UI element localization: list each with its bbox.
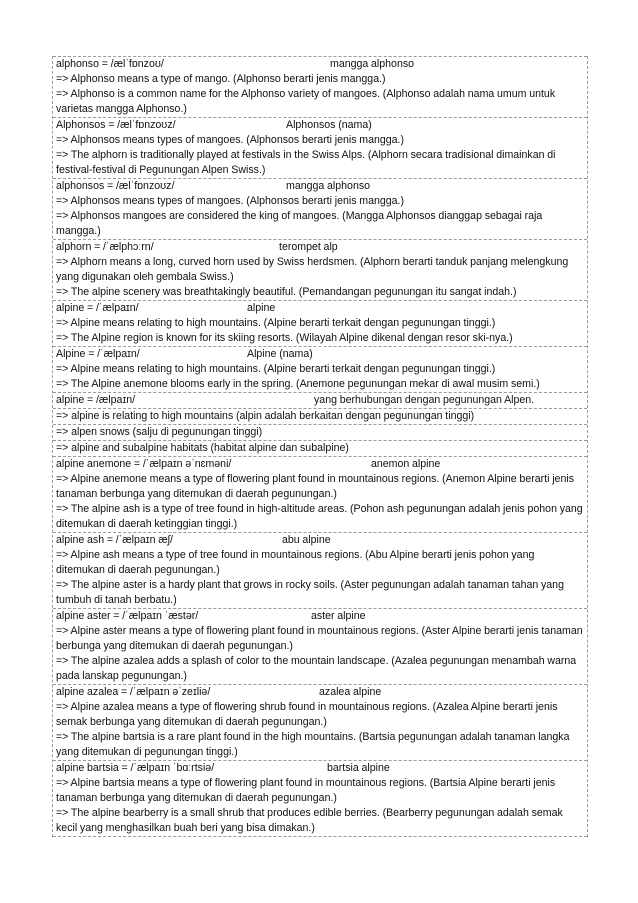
example-line: => Alpine azalea means a type of flowering shrub found in mountainous regions. (Azalea Alpine berarti jenis semak berbunga yang ditemukan di daerah pegunungan.) [56,701,558,728]
entry-term: alpine bartsia = /ˈælpaɪn ˈbɑːrtsiə/ [56,762,215,774]
entry-term: alpine ash = /ˈælpaɪn æʃ/ [56,534,173,546]
entry-meaning: aster alpine [311,610,366,622]
entry-meaning: mangga alphonso [286,180,371,192]
entry-term: alpine = /ælpaɪn/ [56,394,136,406]
vocab-entry [53,760,587,837]
entry-header [53,57,587,72]
entry-header [53,457,587,472]
entry-meaning: alpine [247,302,276,314]
vocab-entry [53,56,587,117]
example-line: => Alphonsos means types of mangoes. (Alphonsos berarti jenis mangga.) [56,195,404,207]
vocabulary-table [52,56,588,837]
vocab-entry [53,346,587,392]
vocab-entry [53,117,587,178]
vocab-entry [53,532,587,608]
entry-meaning: anemon alpine [371,458,441,470]
example-line: => Alpine anemone means a type of flowering plant found in mountainous regions. (Anemon Alpine berarti jenis tanaman berbunga yang ditemukan di daerah pegunungan.) [56,473,574,500]
entry-term: Alphonsos = /ælˈfɒnzoʊz/ [56,119,176,131]
entry-term: alpine aster = /ˈælpaɪn ˈæstər/ [56,610,199,622]
example-line: => Alpine means relating to high mountains. (Alpine berarti terkait dengan pegunungan tinggi.) [56,317,496,329]
entry-term: alpine azalea = /ˈælpaɪn əˈzeɪliə/ [56,686,211,698]
entry-meaning: bartsia alpine [327,762,390,774]
example-line: => The alpine azalea adds a splash of color to the mountain landscape. (Azalea pegunungan menambah warna pada lanskap pegunungan.) [56,655,577,682]
example-line: => Alpine aster means a type of flowering plant found in mountainous regions. (Aster Alpine berarti jenis tanaman berbunga yang ditemukan di daerah pegunungan.) [56,625,583,652]
vocab-entry [53,684,587,760]
entry-header [53,347,587,362]
entry-meaning: Alphonsos (nama) [286,119,372,131]
example-line: => Alpine ash means a type of tree found in mountainous regions. (Abu Alpine berarti jenis pohon yang ditemukan di daerah pegunungan.) [56,549,535,576]
entry-meaning: mangga alphonso [330,58,415,70]
entry-header [53,609,587,624]
example-line: => The alpine aster is a hardy plant that grows in rocky soils. (Aster pegunungan adalah tanaman tahan yang tumbuh di tanah berbatu.) [56,579,564,606]
entry-term: alphonso = /ælˈfɒnzoʊ/ [56,58,164,70]
example-line: => The alpine bearberry is a small shrub that produces edible berries. (Bearberry pegunungan adalah semak kecil yang menghasilkan buah beri yang bisa dimakan.) [56,807,563,834]
entry-term: alphonsos = /ælˈfɒnzoʊz/ [56,180,175,192]
vocab-entry [53,239,587,300]
entry-meaning: abu alpine [282,534,331,546]
example-line: => The alpine bartsia is a rare plant found in the high mountains. (Bartsia pegunungan adalah tanaman langka yang ditemukan di pegunungan tinggi.) [56,731,570,758]
entry-term: alphorn = /ˈælphɔːrn/ [56,241,154,253]
vocab-entry [53,178,587,239]
entry-header [53,240,587,255]
entry-meaning: Alpine (nama) [247,348,313,360]
example-line: => Alphonsos mangoes are considered the king of mangoes. (Mangga Alphonsos dianggap sebagai raja mangga.) [56,210,543,237]
example-line: => alpine is relating to high mountains (alpin adalah berkaitan dengan pegunungan tinggi) [53,408,587,424]
vocab-entry [53,456,587,532]
entry-header [53,533,587,548]
entry-header [53,761,587,776]
example-line: => The alphorn is traditionally played at festivals in the Swiss Alps. (Alphorn secara tradisional dimainkan di festival-festival di Pegunungan Alpen Swiss.) [56,149,556,176]
example-line: => Alpine bartsia means a type of flowering plant found in mountainous regions. (Bartsia Alpine berarti jenis tanaman berbunga yang ditemukan di daerah pegunungan.) [56,777,556,804]
example-line: => Alphonsos means types of mangoes. (Alphonsos berarti jenis mangga.) [56,134,404,146]
example-line: => Alphonso means a type of mango. (Alphonso berarti jenis mangga.) [56,73,386,85]
entry-term: alpine = /ˈælpaɪn/ [56,302,139,314]
vocab-entry [53,608,587,684]
entry-term: alpine anemone = /ˈælpaɪn əˈnɛməni/ [56,458,232,470]
entry-meaning: yang berhubungan dengan pegunungan Alpen. [314,394,535,406]
example-line: => The alpine ash is a type of tree found in high-altitude areas. (Pohon ash pegunungan adalah jenis pohon yang ditemukan di daerah ketinggian tinggi.) [56,503,583,530]
entry-header [53,301,587,316]
entry-header [53,118,587,133]
example-line: => Alphorn means a long, curved horn used by Swiss herdsmen. (Alphorn berarti tanduk panjang melengkung yang digunakan oleh gembala Swiss.) [56,256,569,283]
example-line: => The Alpine anemone blooms early in the spring. (Anemone pegunungan mekar di awal musim semi.) [56,378,540,390]
example-line: => The Alpine region is known for its skiing resorts. (Wilayah Alpine dikenal dengan resor ski-nya.) [56,332,513,344]
entry-meaning: azalea alpine [319,686,382,698]
example-line: => The alpine scenery was breathtakingly beautiful. (Pemandangan pegunungan itu sangat indah.) [56,286,517,298]
entry-header [53,685,587,700]
entry-term: Alpine = /ˈælpaɪn/ [56,348,140,360]
example-line: => Alpine means relating to high mountains. (Alpine berarti terkait dengan pegunungan tinggi.) [56,363,496,375]
example-line: => alpen snows (salju di pegunungan tinggi) [53,424,587,440]
example-line: => alpine and subalpine habitats (habitat alpine dan subalpine) [53,440,587,456]
entry-header [53,179,587,194]
entry-meaning: terompet alp [279,241,338,253]
example-line: => Alphonso is a common name for the Alphonso variety of mangoes. (Alphonso adalah nama umum untuk varietas mangga Alphonso.) [56,88,556,115]
vocab-entry [53,392,587,456]
entry-header [53,393,587,408]
vocab-entry [53,300,587,346]
